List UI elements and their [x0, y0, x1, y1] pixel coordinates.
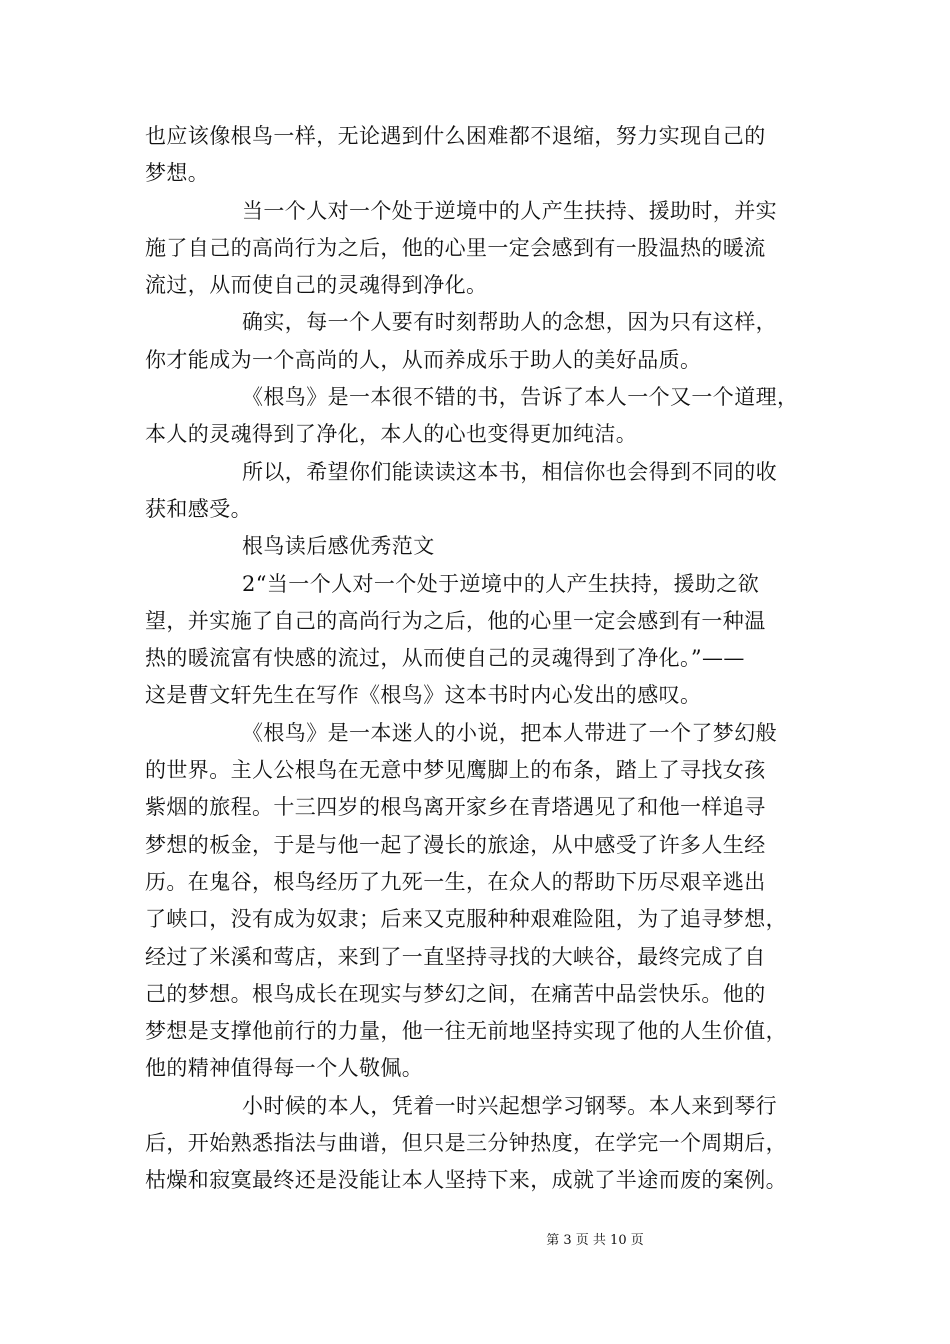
- text-line: 所以，希望你们能读读这本书，相信你也会得到不同的收: [242, 459, 777, 484]
- text-line: 梦想是支撑他前行的力量，他一往无前地坚持实现了他的人生价值，: [145, 1019, 787, 1044]
- text-line: 你才能成为一个高尚的人，从而养成乐于助人的美好品质。: [145, 347, 702, 372]
- text-line: 获和感受。: [145, 496, 252, 521]
- text-line: 己的梦想。根鸟成长在现实与梦幻之间，在痛苦中品尝快乐。他的: [145, 981, 766, 1006]
- text-line: 《根鸟》是一本很不错的书，告诉了本人一个又一个道理，: [242, 385, 799, 410]
- text-line: 历。在鬼谷，根鸟经历了九死一生，在众人的帮助下历尽艰辛逃出: [145, 869, 766, 894]
- page-number-footer: 第 3 页 共 10 页: [546, 1233, 644, 1248]
- text-line: 枯燥和寂寞最终还是没能让本人坚持下来，成就了半途而废的案例。: [145, 1168, 787, 1193]
- text-line: 《根鸟》是一本迷人的小说，把本人带进了一个了梦幻般: [242, 720, 777, 745]
- text-line: 当一个人对一个处于逆境中的人产生扶持、援助时，并实: [242, 198, 777, 223]
- text-line: 经过了米溪和莺店，来到了一直坚持寻找的大峡谷，最终完成了自: [145, 944, 766, 969]
- text-line: 紫烟的旅程。十三四岁的根鸟离开家乡在青塔遇见了和他一样追寻: [145, 795, 766, 820]
- text-line: 施了自己的高尚行为之后，他的心里一定会感到有一股温热的暖流: [145, 235, 766, 260]
- text-line: 流过，从而使自己的灵魂得到净化。: [145, 273, 488, 298]
- text-line: 2“当一个人对一个处于逆境中的人产生扶持，援助之欲: [242, 571, 760, 596]
- text-line: 他的精神值得每一个人敬佩。: [145, 1056, 424, 1081]
- text-line: 这是曹文轩先生在写作《根鸟》这本书时内心发出的感叹。: [145, 683, 702, 708]
- text-line: 的世界。主人公根鸟在无意中梦见鹰脚上的布条，踏上了寻找女孩: [145, 758, 766, 783]
- text-line: 梦想。: [145, 161, 210, 186]
- text-line: 望，并实施了自己的高尚行为之后，他的心里一定会感到有一种温: [145, 608, 766, 633]
- text-line: 本人的灵魂得到了净化，本人的心也变得更加纯洁。: [145, 422, 638, 447]
- text-line: 热的暖流富有快感的流过，从而使自己的灵魂得到了净化。”——: [145, 646, 745, 671]
- text-line: 梦想的板金，于是与他一起了漫长的旅途，从中感受了许多人生经: [145, 832, 766, 857]
- text-line: 后，开始熟悉指法与曲谱，但只是三分钟热度，在学完一个周期后，: [145, 1131, 787, 1156]
- text-line: 了峡口，没有成为奴隶；后来又克服种种艰难险阻，为了追寻梦想，: [145, 907, 787, 932]
- text-line: 确实，每一个人要有时刻帮助人的念想，因为只有这样，: [242, 310, 777, 335]
- section-heading: 根鸟读后感优秀范文: [242, 534, 435, 559]
- text-line: 小时候的本人，凭着一时兴起想学习钢琴。本人来到琴行: [242, 1093, 777, 1118]
- text-line: 也应该像根鸟一样，无论遇到什么困难都不退缩，努力实现自己的: [145, 124, 766, 148]
- body-text: [145, 118, 825, 1200]
